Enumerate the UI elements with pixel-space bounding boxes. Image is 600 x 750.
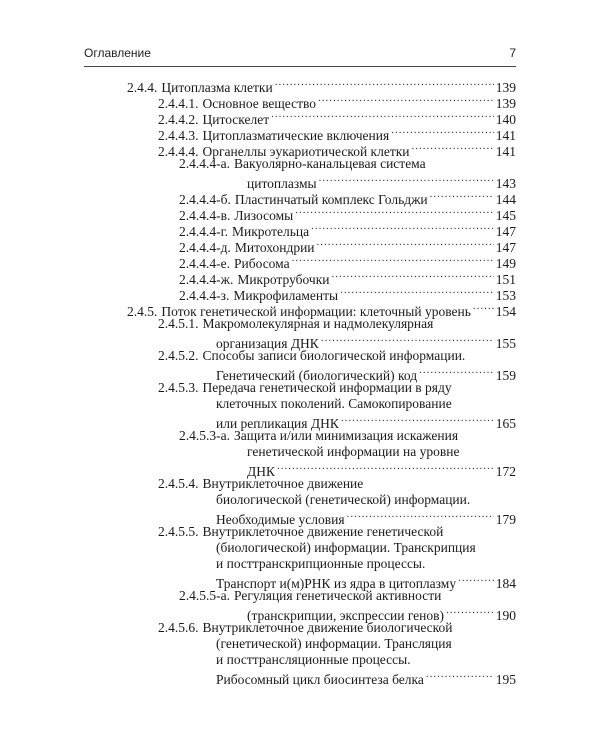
dot-leader	[271, 108, 494, 124]
toc-entry-last-line	[179, 188, 516, 207]
toc-entry-line	[179, 428, 516, 444]
dot-leader	[311, 220, 494, 236]
toc-entry-title: клеточных поколений. Самокопирование	[216, 396, 452, 411]
toc-entry-page: 149	[495, 256, 516, 271]
toc-entry-number: 2.4.4.4-е.	[179, 256, 230, 271]
toc-entry-title: Защита и/или минимизация искажения	[234, 428, 459, 443]
toc-entry-title: Передача генетической информации в ряду	[202, 380, 452, 395]
dot-leader	[318, 92, 494, 108]
toc-entry-page: 145	[495, 208, 516, 223]
toc-entry-last-line	[179, 252, 516, 271]
toc-entry-page: 154	[495, 304, 516, 319]
toc-entry[interactable]	[179, 220, 516, 239]
toc-entry-title: Органеллы эукариотической клетки	[202, 144, 410, 159]
toc-entry-page: 147	[495, 240, 516, 255]
dot-leader	[419, 364, 494, 380]
toc-entry-line	[158, 348, 516, 364]
toc-entry-number: 2.4.4.2.	[158, 112, 199, 127]
toc-entry-last-line	[179, 220, 516, 239]
toc-entry-last-line	[158, 572, 516, 591]
toc-entry-title: Цитоплазма клетки	[161, 80, 273, 95]
toc-entry-number: 2.4.5.5.	[158, 524, 199, 539]
toc-entry-page: 147	[495, 224, 516, 239]
toc-entry-title: Внутриклеточное движение	[202, 476, 364, 491]
toc-entry[interactable]	[179, 252, 516, 271]
toc-entry-title: Микротельца	[232, 224, 310, 239]
toc-entry-title: Митохондрии	[234, 240, 315, 255]
toc-entry[interactable]	[158, 92, 516, 111]
toc-entry-line	[158, 636, 516, 652]
toc-entry-number: 2.4.4.4-б.	[179, 192, 231, 207]
toc-entry-title: Регуляция генетической активности	[234, 588, 442, 603]
toc-entry-title: генетической информации на уровне	[247, 444, 460, 459]
toc-entry-page: 190	[495, 608, 516, 623]
toc-entry-last-line	[158, 140, 516, 159]
toc-entry-page: 139	[495, 80, 516, 95]
toc-entry[interactable]	[179, 188, 516, 207]
toc-entry-title: Вакуолярно-канальцевая система	[234, 156, 426, 171]
toc-entry-number: 2.4.4.4.	[158, 144, 199, 159]
toc-entry-line	[158, 652, 516, 668]
header-rule	[84, 66, 516, 67]
toc-entry-page: 179	[495, 512, 516, 527]
dot-leader	[347, 508, 494, 524]
toc-entry-title: (транскрипции, экспрессии генов)	[247, 608, 445, 623]
toc-entry[interactable]	[179, 156, 516, 191]
toc-entry-last-line	[158, 668, 516, 687]
toc-entry-number: 2.4.4.4-в.	[179, 208, 231, 223]
toc-entry[interactable]	[158, 108, 516, 127]
toc-entry[interactable]	[127, 300, 516, 319]
toc-entry-title: или репликация ДНК	[216, 416, 339, 431]
toc-entry-line	[158, 396, 516, 412]
toc-entry-number: 2.4.5.1.	[158, 316, 199, 331]
toc-entry-title: Пластинчатый комплекс Гольджи	[234, 192, 428, 207]
dot-leader	[458, 572, 494, 588]
toc-entry[interactable]	[179, 236, 516, 255]
toc-entry-page: 159	[495, 368, 516, 383]
toc-entry-line	[158, 620, 516, 636]
toc-entry-number: 2.4.5.	[127, 304, 158, 319]
toc-entry-title: и посттранскрипционные процессы.	[216, 556, 426, 571]
toc-entry-page: 195	[495, 672, 516, 687]
toc-entry-title: Микротрубочки	[237, 272, 330, 287]
toc-entry[interactable]	[127, 76, 516, 95]
toc-entry-page: 172	[495, 464, 516, 479]
toc-entry-title: (генетической) информации. Трансляция	[216, 636, 452, 651]
dot-leader	[317, 236, 494, 252]
dot-leader	[295, 204, 494, 220]
toc-entry[interactable]	[158, 524, 516, 591]
toc-entry-title: Транспорт и(м)РНК из ядра в цитоплазму	[216, 576, 457, 591]
toc-entry-number: 2.4.4.4-г.	[179, 224, 229, 239]
dot-leader	[446, 604, 494, 620]
toc-entry-line	[158, 492, 516, 508]
toc-entry[interactable]	[158, 140, 516, 159]
toc-entry-title: Внутриклеточное движение биологической	[202, 620, 453, 635]
toc-entry[interactable]	[158, 124, 516, 143]
toc-entry-page: 139	[495, 96, 516, 111]
toc-entry-last-line	[127, 76, 516, 95]
toc-entry-line	[158, 476, 516, 492]
toc-entry-page: 184	[495, 576, 516, 591]
toc-entry-last-line	[179, 284, 516, 303]
toc-entry-line	[158, 540, 516, 556]
toc-entry[interactable]	[179, 268, 516, 287]
toc-entry-title: Лизосомы	[234, 208, 294, 223]
toc-entry-title: ДНК	[247, 464, 275, 479]
toc-entry-last-line	[158, 508, 516, 527]
toc-entry-page: 155	[495, 336, 516, 351]
dot-leader	[332, 268, 494, 284]
toc-entry-last-line	[179, 460, 516, 479]
toc-entry-number: 2.4.4.	[127, 80, 158, 95]
toc-entry-line	[179, 444, 516, 460]
toc-entry[interactable]	[158, 476, 516, 527]
toc-entry-line	[158, 380, 516, 396]
toc-entry-last-line	[158, 332, 516, 351]
toc-entry-number: 2.4.4.4-д.	[179, 240, 231, 255]
dot-leader	[391, 124, 494, 140]
dot-leader	[319, 172, 494, 188]
toc-entry-title: Способы записи биологической информации.	[202, 348, 466, 363]
page-header	[84, 46, 516, 60]
toc-entry[interactable]	[179, 588, 516, 623]
toc-entry-title: Цитоскелет	[202, 112, 270, 127]
toc-entry-title: Рибосомный цикл биосинтеза белка	[216, 672, 424, 687]
toc-entry[interactable]	[158, 380, 516, 431]
toc-entry-number: 2.4.4.1.	[158, 96, 199, 111]
toc-entry-title: Цитоплазматические включения	[202, 128, 390, 143]
toc-entry-number: 2.4.5.4.	[158, 476, 199, 491]
toc-entry-title: (биологической) информации. Транскрипция	[216, 540, 476, 555]
toc-entry-title: Генетический (биологический) код	[216, 368, 418, 383]
toc-entry[interactable]	[179, 428, 516, 479]
toc-entry[interactable]	[158, 620, 516, 687]
toc-entry-number: 2.4.5.3-а.	[179, 428, 230, 443]
toc-entry-line	[158, 524, 516, 540]
toc-entry-number: 2.4.4.4-ж.	[179, 272, 234, 287]
dot-leader	[321, 332, 494, 348]
toc-entry-last-line	[179, 172, 516, 191]
toc-entry[interactable]	[179, 204, 516, 223]
toc-entry[interactable]	[158, 316, 516, 351]
toc-entry-last-line	[158, 92, 516, 111]
dot-leader	[412, 140, 494, 156]
toc-entry-title: организация ДНК	[216, 336, 319, 351]
toc-entry-last-line	[127, 300, 516, 319]
toc-entry-page: 143	[495, 176, 516, 191]
dot-leader	[430, 188, 494, 204]
toc-entry-number: 2.4.5.6.	[158, 620, 199, 635]
toc-entry-title: Поток генетической информации: клеточный уровень	[161, 304, 471, 319]
toc-entry-last-line	[179, 236, 516, 255]
toc-entry-number: 2.4.5.2.	[158, 348, 199, 363]
toc-entry-number: 2.4.5.5-а.	[179, 588, 230, 603]
toc-entry-number: 2.4.4.4-з.	[179, 288, 230, 303]
toc-entry-page: 141	[495, 144, 516, 159]
toc-entry-title: Микрофиламенты	[233, 288, 339, 303]
page-number: 7	[509, 46, 516, 60]
toc-entry-last-line	[179, 604, 516, 623]
toc-entry-page: 153	[495, 288, 516, 303]
toc-entry-title: Основное вещество	[202, 96, 317, 111]
running-title: Оглавление	[84, 46, 151, 60]
toc-entry-title: цитоплазмы	[247, 176, 317, 191]
toc-entry-last-line	[179, 204, 516, 223]
toc-entry-line	[158, 316, 516, 332]
toc-entry-number: 2.4.4.3.	[158, 128, 199, 143]
dot-leader	[340, 284, 494, 300]
toc-entry[interactable]	[179, 284, 516, 303]
toc-entry-title: Рибосома	[234, 256, 290, 271]
toc-entry-last-line	[179, 268, 516, 287]
toc-entry-title: и посттрансляционные процессы.	[216, 652, 411, 667]
toc-entry-page: 141	[495, 128, 516, 143]
toc-entry-last-line	[158, 124, 516, 143]
toc-entry-line	[158, 556, 516, 572]
toc-entry-line	[179, 588, 516, 604]
dot-leader	[473, 300, 494, 316]
toc-entry[interactable]	[158, 348, 516, 383]
toc-entry-page: 144	[495, 192, 516, 207]
toc-entry-title: Макромолекулярная и надмолекулярная	[202, 316, 434, 331]
toc-entry-page: 165	[495, 416, 516, 431]
toc-entry-number: 2.4.4.4-а.	[179, 156, 230, 171]
dot-leader	[292, 252, 494, 268]
toc-entry-title: биологической (генетической) информации.	[216, 492, 471, 507]
toc-entry-title: Необходимые условия	[216, 512, 345, 527]
dot-leader	[277, 460, 494, 476]
dot-leader	[426, 668, 494, 684]
toc-entry-last-line	[158, 108, 516, 127]
toc-entry-last-line	[158, 412, 516, 431]
toc-entry-title: Внутриклеточное движение генетической	[202, 524, 444, 539]
dot-leader	[341, 412, 494, 428]
toc-entry-last-line	[158, 364, 516, 383]
dot-leader	[275, 76, 494, 92]
toc-entry-number: 2.4.5.3.	[158, 380, 199, 395]
toc-entry-page: 140	[495, 112, 516, 127]
toc-entry-page: 151	[495, 272, 516, 287]
toc-entry-line	[179, 156, 516, 172]
